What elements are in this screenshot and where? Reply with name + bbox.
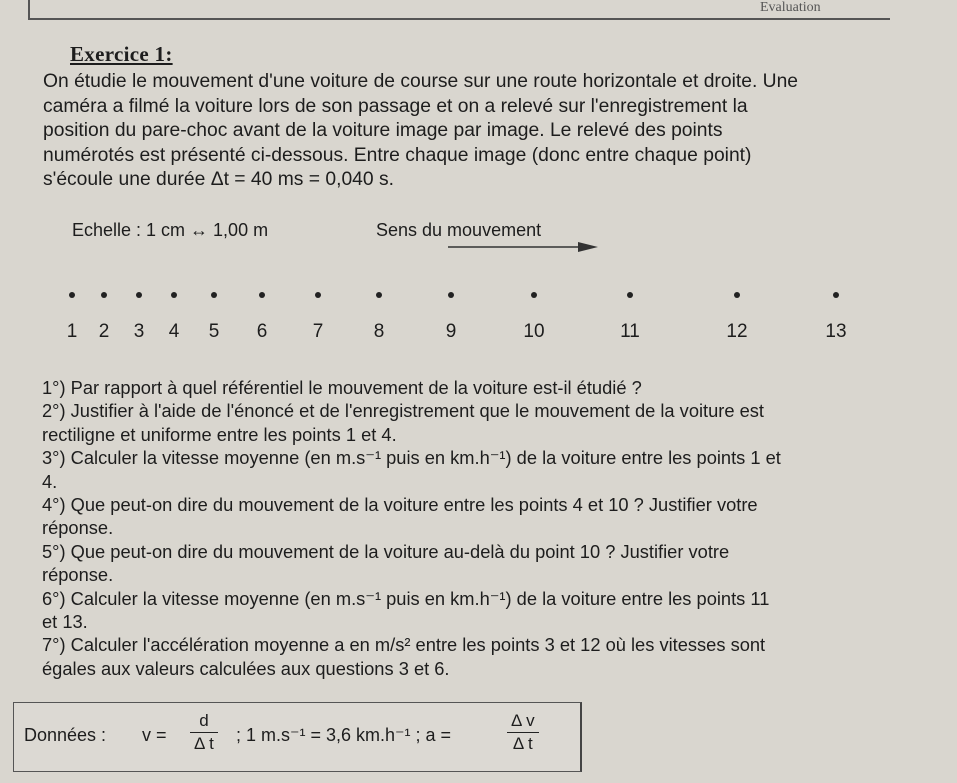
point-dot-10 <box>531 292 537 298</box>
header-corner-text: Evaluation <box>760 0 821 15</box>
point-label-2: 2 <box>98 321 110 342</box>
point-label-13: 13 <box>825 321 847 342</box>
question-line: et 13. <box>42 611 88 633</box>
point-label-7: 7 <box>312 321 324 342</box>
velocity-denominator: Δ t <box>194 734 214 753</box>
question-line: 4. <box>42 470 58 492</box>
point-dot-13 <box>833 292 839 298</box>
question-line: 1°) Par rapport à quel référentiel le mouvement de la voiture est-il étudié ? <box>42 377 642 398</box>
velocity-numerator: d <box>199 711 209 730</box>
question-line: égales aux valeurs calculées aux questions 3 et 6. <box>42 657 450 679</box>
direction-arrow-icon <box>448 241 598 253</box>
acceleration-denominator: Δ t <box>512 734 533 753</box>
question-line: 3°) Calculer la vitesse moyenne (en m.s⁻¹ puis en km.h⁻¹) de la voiture entre les points 1 et <box>42 447 781 469</box>
data-label: Données : <box>24 725 107 745</box>
question-line: 7°) Calculer l'accélération moyenne a en m/s² entre les points 3 et 12 où les vitesses sont <box>42 634 766 656</box>
point-label-6: 6 <box>256 321 268 342</box>
point-dot-9 <box>448 292 454 298</box>
velocity-fraction <box>190 711 218 754</box>
exercise-intro <box>43 70 923 193</box>
question-line: 5°) Que peut-on dire du mouvement de la voiture au-delà du point 10 ? Justifier votre <box>42 540 730 562</box>
point-label-11: 11 <box>620 321 640 342</box>
point-dot-12 <box>734 292 740 298</box>
point-dot-11 <box>627 292 633 298</box>
question-line: 2°) Justifier à l'aide de l'énoncé et de l'enregistrement que le mouvement de la voiture est <box>42 400 765 422</box>
point-label-4: 4 <box>168 321 180 342</box>
intro-line: On étudie le mouvement d'une voiture de course sur une route horizontale et droite. Une <box>43 71 799 92</box>
point-label-9: 9 <box>445 321 457 342</box>
data-box <box>13 702 582 772</box>
point-dot-2 <box>101 292 107 298</box>
point-dot-3 <box>136 292 142 298</box>
point-label-8: 8 <box>373 321 385 342</box>
point-label-12: 12 <box>726 321 748 342</box>
point-dot-1 <box>69 292 75 298</box>
question-line: réponse. <box>42 564 114 586</box>
question-line: rectiligne et uniforme entre les points 1 et 4. <box>42 423 397 445</box>
intro-line: position du pare-choc avant de la voiture image par image. Le relevé des points <box>43 120 723 141</box>
intro-line: s'écoule une durée Δt = 40 ms = 0,040 s. <box>43 169 394 190</box>
conversion-text: ; 1 m.s⁻¹ = 3,6 km.h⁻¹ ; a = <box>236 725 452 745</box>
point-dot-8 <box>376 292 382 298</box>
question-list <box>42 376 942 680</box>
acceleration-fraction <box>507 711 539 754</box>
direction-label: Sens du mouvement <box>376 220 542 240</box>
point-dot-4 <box>171 292 177 298</box>
point-label-10: 10 <box>523 321 545 342</box>
point-label-1: 1 <box>66 321 78 342</box>
point-dot-7 <box>315 292 321 298</box>
scale-label: Echelle : 1 cm ↔ 1,00 m <box>72 220 269 240</box>
question-line: 6°) Calculer la vitesse moyenne (en m.s⁻¹ puis en km.h⁻¹) de la voiture entre les points 11 <box>42 587 770 609</box>
velocity-eq: v = <box>142 725 167 745</box>
exercise-title: Exercice 1: <box>70 42 173 66</box>
question-line: 4°) Que peut-on dire du mouvement de la voiture entre les points 4 et 10 ? Justifier votre <box>42 494 758 516</box>
intro-line: numérotés est présenté ci-dessous. Entre chaque image (donc entre chaque point) <box>43 144 752 166</box>
point-label-3: 3 <box>133 321 145 342</box>
question-line: réponse. <box>42 517 114 539</box>
intro-line: caméra a filmé la voiture lors de son passage et on a relevé sur l'enregistrement la <box>43 95 748 117</box>
point-dot-5 <box>211 292 217 298</box>
acceleration-numerator: Δ v <box>511 711 535 730</box>
point-dot-6 <box>259 292 265 298</box>
point-label-5: 5 <box>208 321 220 342</box>
